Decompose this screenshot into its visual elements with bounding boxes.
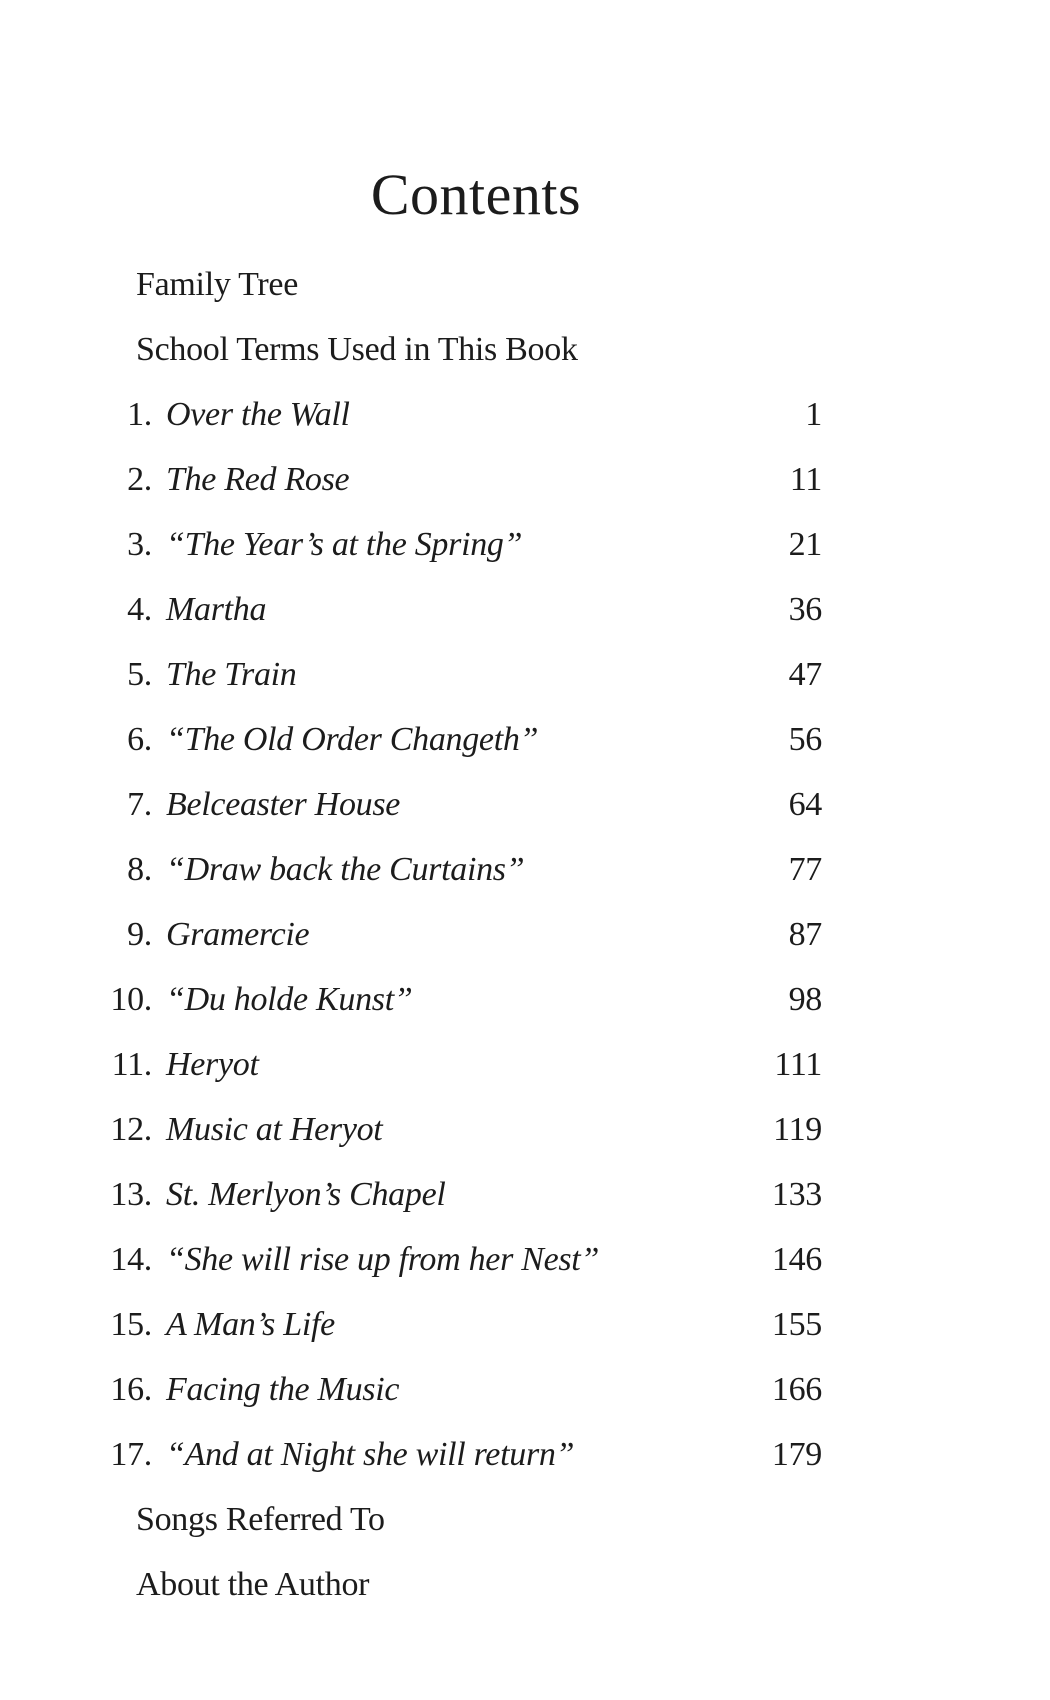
entry-title: School Terms Used in This Book <box>136 330 578 368</box>
toc-entry <box>90 382 822 447</box>
chapter-number: 10. <box>110 980 152 1018</box>
chapter-number: 2. <box>127 460 152 498</box>
page-number: 155 <box>771 1305 822 1343</box>
entry-title: “The Year’s at the Spring” <box>166 525 523 563</box>
toc-entry <box>90 1227 822 1292</box>
page-number: 166 <box>771 1370 822 1408</box>
toc-entry <box>90 1097 822 1162</box>
chapter-number: 9. <box>127 915 152 953</box>
page-number: 56 <box>788 720 822 758</box>
toc-entry <box>90 252 822 317</box>
toc-entry <box>90 1487 822 1552</box>
page-number: 111 <box>774 1045 822 1083</box>
page-number: 87 <box>788 915 822 953</box>
toc-entry <box>90 512 822 577</box>
toc-entry <box>90 837 822 902</box>
entry-title: Belceaster House <box>166 785 401 823</box>
page-number: 47 <box>788 655 822 693</box>
chapter-number: 16. <box>110 1370 152 1408</box>
toc-entry <box>90 1292 822 1357</box>
toc-entry <box>90 317 822 382</box>
entry-title: “And at Night she will return” <box>166 1435 575 1473</box>
chapter-number: 5. <box>127 655 152 693</box>
entry-title: Gramercie <box>166 915 310 953</box>
toc-entry <box>90 1357 822 1422</box>
chapter-number: 8. <box>127 850 152 888</box>
toc-entry <box>90 1032 822 1097</box>
chapter-number: 13. <box>110 1175 152 1213</box>
entry-title: Martha <box>166 590 267 628</box>
toc-entry <box>90 967 822 1032</box>
toc-entry <box>90 1552 822 1617</box>
chapter-number: 15. <box>110 1305 152 1343</box>
page-title: Contents <box>370 162 582 227</box>
page-number: 77 <box>788 850 822 888</box>
toc-entry <box>90 642 822 707</box>
table-of-contents <box>90 252 822 1617</box>
entry-title: “The Old Order Changeth” <box>166 720 539 758</box>
chapter-number: 14. <box>110 1240 152 1278</box>
chapter-number: 11. <box>111 1045 152 1083</box>
entry-title: Music at Heryot <box>166 1110 383 1148</box>
page-number: 36 <box>788 590 822 628</box>
chapter-number: 7. <box>127 785 152 823</box>
chapter-number: 12. <box>110 1110 152 1148</box>
entry-title: Heryot <box>166 1045 259 1083</box>
chapter-number: 17. <box>110 1435 152 1473</box>
entry-title: “Draw back the Curtains” <box>166 850 525 888</box>
chapter-number: 4. <box>127 590 152 628</box>
toc-entry <box>90 447 822 512</box>
page-number: 133 <box>771 1175 822 1213</box>
chapter-number: 6. <box>127 720 152 758</box>
entry-title: Facing the Music <box>166 1370 400 1408</box>
page-number: 119 <box>773 1110 822 1148</box>
page-number: 1 <box>805 395 822 433</box>
entry-title: Family Tree <box>136 265 299 303</box>
toc-entry <box>90 577 822 642</box>
page-number: 11 <box>789 460 822 498</box>
chapter-number: 1. <box>127 395 152 433</box>
entry-title: St. Merlyon’s Chapel <box>166 1175 446 1213</box>
entry-title: The Train <box>166 655 297 693</box>
page-number: 98 <box>788 980 822 1018</box>
page-number: 64 <box>788 785 822 823</box>
toc-entry <box>90 772 822 837</box>
entry-title: “She will rise up from her Nest” <box>166 1240 600 1278</box>
toc-entry <box>90 902 822 967</box>
entry-title: “Du holde Kunst” <box>166 980 413 1018</box>
entry-title: Songs Referred To <box>136 1500 385 1538</box>
entry-title: About the Author <box>136 1565 370 1603</box>
toc-entry <box>90 1162 822 1227</box>
toc-entry <box>90 1422 822 1487</box>
page-number: 21 <box>788 525 822 563</box>
entry-title: A Man’s Life <box>166 1305 335 1343</box>
chapter-number: 3. <box>127 525 152 563</box>
entry-title: The Red Rose <box>166 460 350 498</box>
entry-title: Over the Wall <box>166 395 350 433</box>
toc-entry <box>90 707 822 772</box>
page-number: 179 <box>771 1435 822 1473</box>
page-number: 146 <box>771 1240 822 1278</box>
